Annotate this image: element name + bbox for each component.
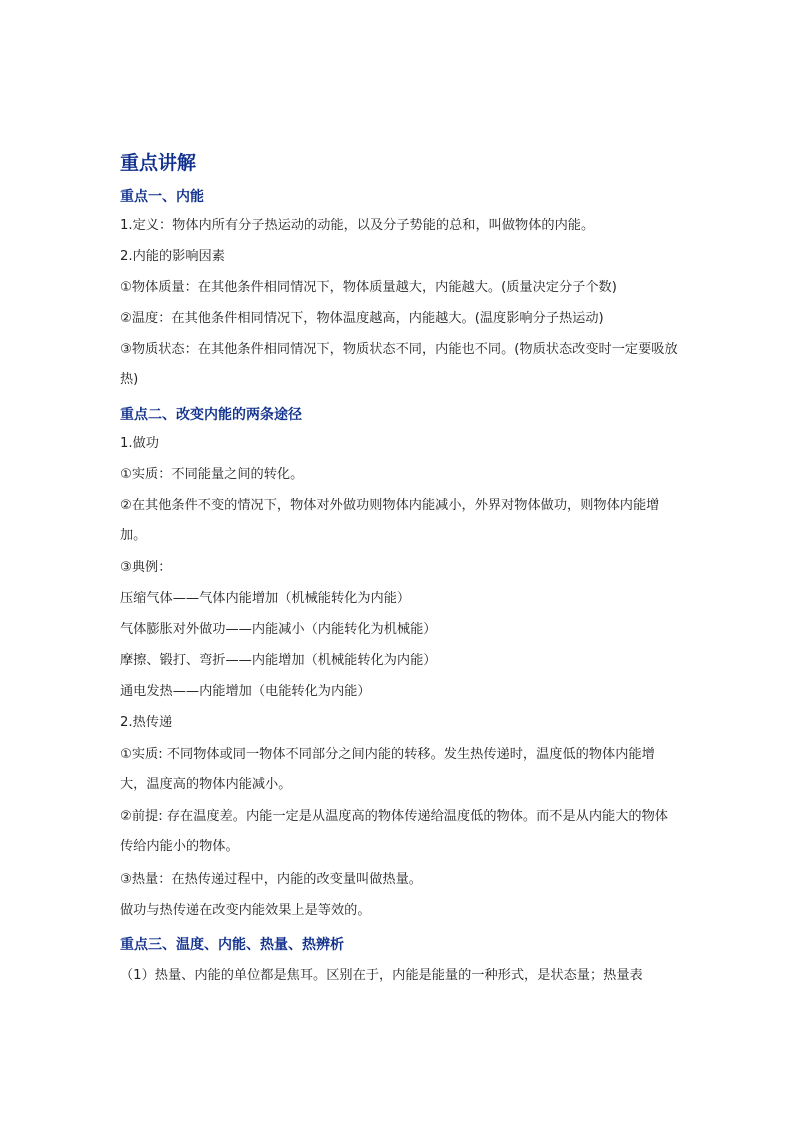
paragraph-factor-mass: ①物体质量：在其他条件相同情况下，物体质量越大，内能越大。(质量决定分子个数) <box>120 280 617 295</box>
paragraph-heat-quantity: ③热量：在热传递过程中，内能的改变量叫做热量。 <box>120 872 422 887</box>
paragraph-work-effect: ②在其他条件不变的情况下，物体对外做功则物体内能减小，外界对物体做功，则物体内能增加。 <box>120 498 660 543</box>
paragraph-factors-title: 2.内能的影响因素 <box>120 249 225 264</box>
paragraph-factor-temperature: ②温度：在其他条件相同情况下，物体温度越高，内能越大。(温度影响分子热运动) <box>120 311 604 326</box>
paragraph-work-examples-title: ③典例： <box>120 560 172 575</box>
paragraph-work-essence: ①实质：不同能量之间的转化。 <box>120 467 304 482</box>
paragraph-heat-premise: ②前提: 存在温度差。内能一定是从温度高的物体传递给温度低的物体。而不是从内能大的物体传给内能小的物体。 <box>120 809 668 854</box>
paragraph-work-title: 1.做功 <box>120 436 159 451</box>
paragraph-heat-transfer-title: 2.热传递 <box>120 715 173 730</box>
paragraph-heat-essence: ①实质: 不同物体或同一物体不同部分之间内能的转移。发生热传递时，温度低的物体内能增大，温度高的物体内能减小。 <box>120 747 655 792</box>
example-friction: 摩擦、锻打、弯折——内能增加（机械能转化为内能） <box>120 653 437 668</box>
example-electric-heating: 通电发热——内能增加（电能转化为内能） <box>120 684 371 699</box>
section-heading-1: 重点一、内能 <box>120 189 204 205</box>
section-heading-2: 重点二、改变内能的两条途径 <box>120 407 302 423</box>
section-heading-3: 重点三、温度、内能、热量、热辨析 <box>120 937 344 953</box>
paragraph-heat-internal-energy: （1）热量、内能的单位都是焦耳。区别在于，内能是能量的一种形式，是状态量；热量表 <box>120 968 643 983</box>
paragraph-factor-state: ③物质状态：在其他条件相同情况下，物质状态不同，内能也不同。(物质状态改变时一定要吸放热) <box>120 342 678 387</box>
example-gas-expansion: 气体膨胀对外做功——内能减小（内能转化为机械能） <box>120 622 437 637</box>
paragraph-definition: 1.定义：物体内所有分子热运动的动能，以及分子势能的总和，叫做物体的内能。 <box>120 218 595 233</box>
page-title: 重点讲解 <box>120 152 197 174</box>
example-compress-gas: 压缩气体——气体内能增加（机械能转化为内能） <box>120 591 411 606</box>
paragraph-equivalence: 做功与热传递在改变内能效果上是等效的。 <box>120 903 371 918</box>
